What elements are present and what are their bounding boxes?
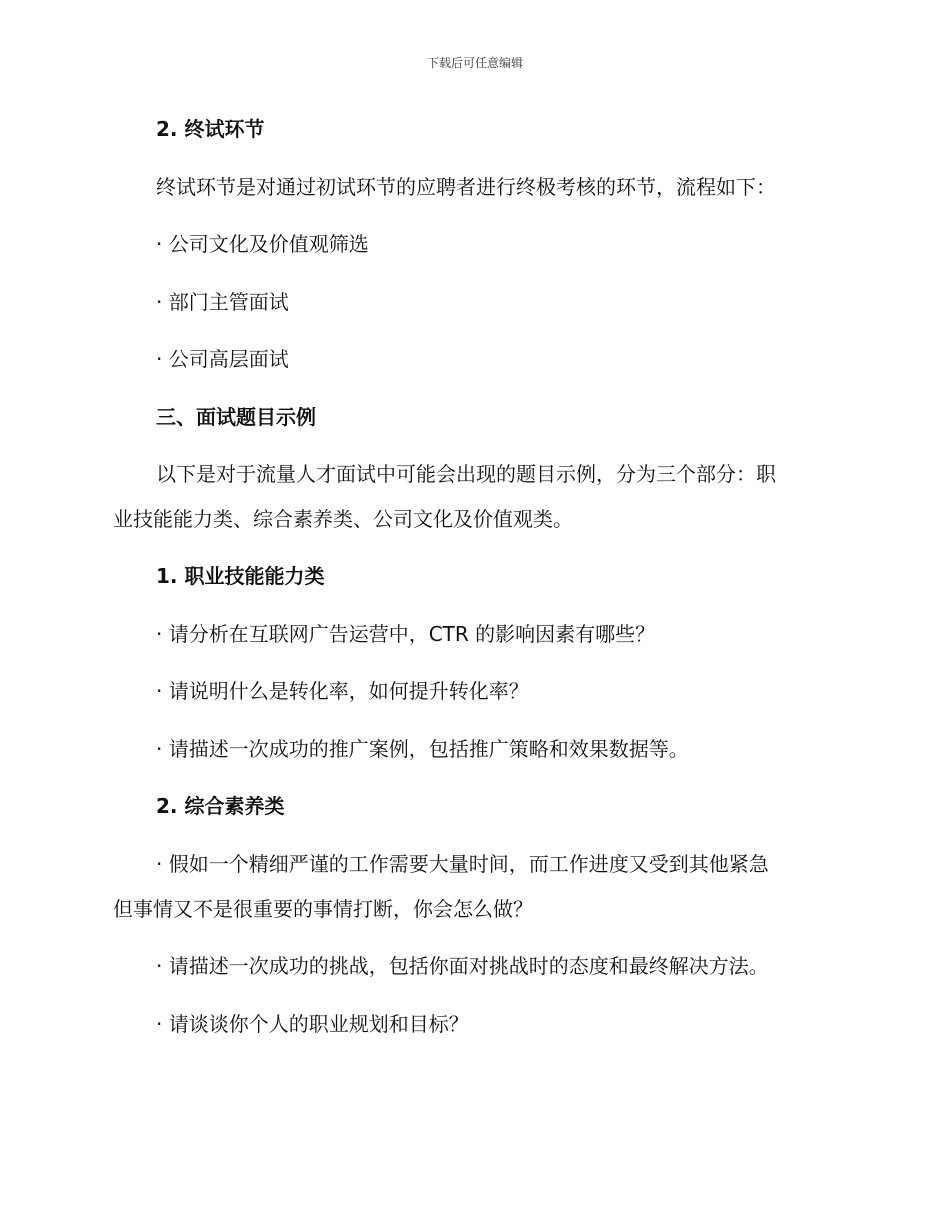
heading-section-3: 三、面试题目示例 <box>156 405 316 429</box>
list-item-line2: 但事情又不是很重要的事情打断，你会怎么做？ <box>113 897 533 921</box>
list-item: · 部门主管面试 <box>156 290 289 314</box>
paragraph-final-interview: 终试环节是对通过初试环节的应聘者进行终极考核的环节，流程如下： <box>156 175 776 199</box>
list-item: · 公司文化及价值观筛选 <box>156 232 369 256</box>
list-item: · 请谈谈你个人的职业规划和目标？ <box>156 1012 469 1036</box>
list-item-line1: · 假如一个精细严谨的工作需要大量时间，而工作进度又受到其他紧急 <box>156 852 769 876</box>
list-item: · 请分析在互联网广告运营中，CTR 的影响因素有哪些？ <box>156 622 656 646</box>
list-item: · 公司高层面试 <box>156 347 289 371</box>
header-note: 下载后可任意编辑 <box>426 56 523 70</box>
paragraph-intro-line1: 以下是对于流量人才面试中可能会出现的题目示例，分为三个部分：职 <box>156 462 776 486</box>
list-item: · 请说明什么是转化率，如何提升转化率？ <box>156 679 529 703</box>
heading-general: 2. 综合素养类 <box>156 794 285 818</box>
list-item: · 请描述一次成功的推广案例，包括推广策略和效果数据等。 <box>156 737 689 761</box>
paragraph-intro-line2: 业技能能力类、综合素养类、公司文化及价值观类。 <box>113 507 573 531</box>
heading-skills: 1. 职业技能能力类 <box>156 564 325 588</box>
heading-final-interview: 2. 终试环节 <box>156 117 265 141</box>
list-item: · 请描述一次成功的挑战，包括你面对挑战时的态度和最终解决方法。 <box>156 954 769 978</box>
